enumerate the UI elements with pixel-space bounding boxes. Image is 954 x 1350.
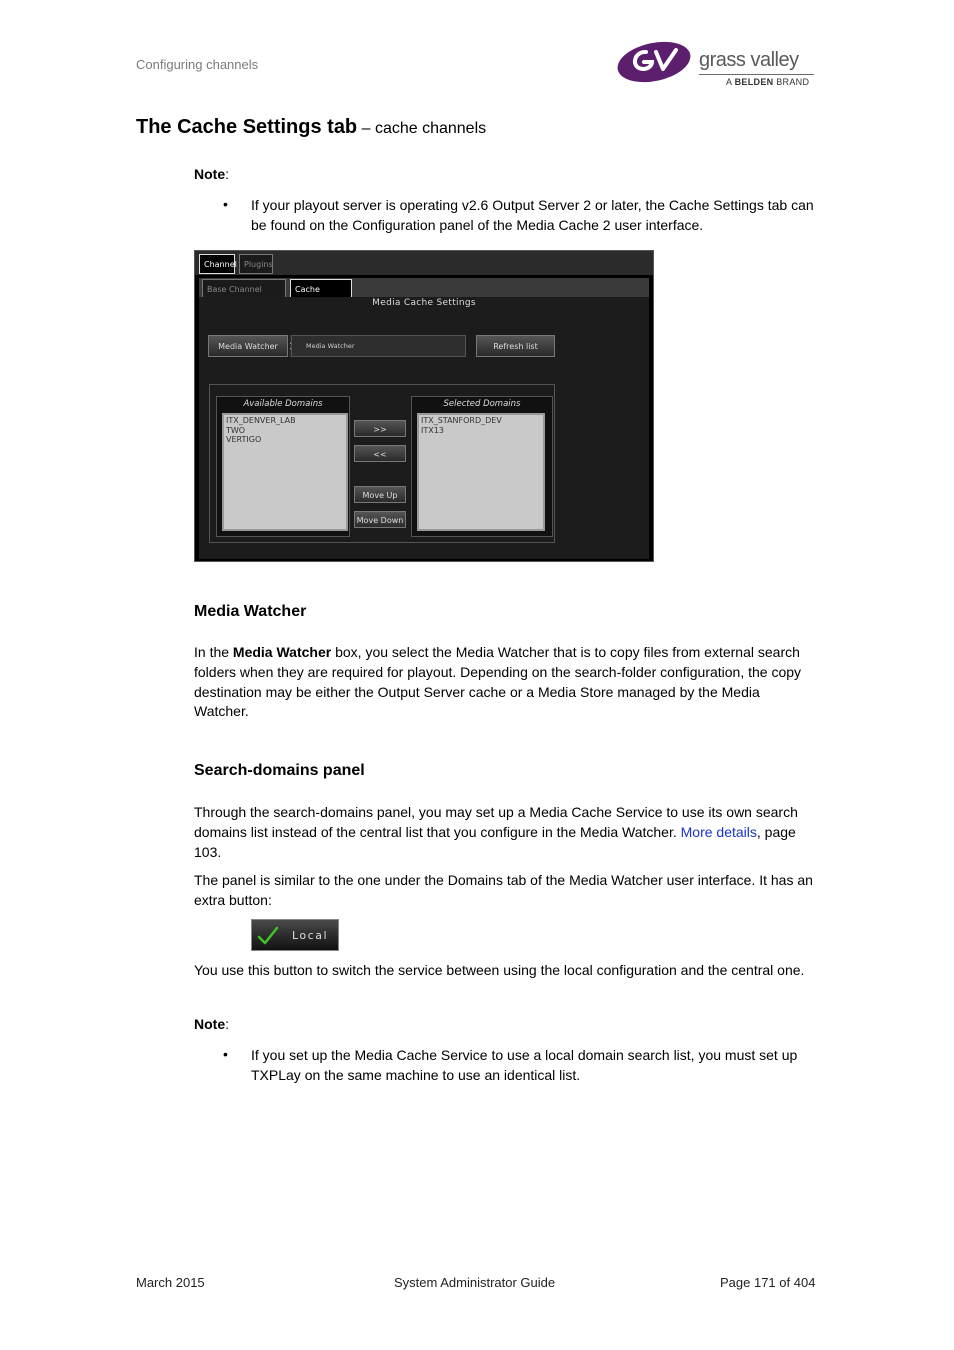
available-domains-box: [216, 396, 350, 537]
note-label-2: Note:: [194, 1016, 230, 1032]
list-item[interactable]: ITX_STANFORD_DEV: [421, 416, 502, 425]
search-domains-frame: [209, 384, 555, 543]
selected-domains-list[interactable]: [417, 413, 545, 531]
grass-valley-logo: [616, 38, 816, 88]
available-domains-title: Available Domains: [243, 399, 323, 409]
list-item[interactable]: VERTIGO: [226, 435, 262, 444]
footer-date: March 2015: [136, 1275, 205, 1290]
search-domains-heading: Search-domains panel: [194, 762, 365, 779]
bullet-marker: •: [223, 1046, 228, 1062]
page-title: The Cache Settings tab – cache channels: [136, 116, 487, 138]
selected-domains-box: [411, 396, 553, 537]
selected-domains-title: Selected Domains: [443, 399, 521, 409]
logo-wordmark: grass valley: [699, 49, 799, 71]
media-watcher-heading: Media Watcher: [194, 603, 307, 620]
media-watcher-select[interactable]: Media Watcher: [291, 335, 466, 357]
cache-settings-screenshot: [194, 250, 654, 562]
search-domains-paragraph-3: You use this button to switch the service between using the local configuration and the central one.: [194, 962, 805, 978]
list-item[interactable]: ITX_DENVER_LAB: [226, 416, 296, 425]
footer-doc-title: System Administrator Guide: [394, 1275, 556, 1290]
more-details-link[interactable]: More details: [680, 823, 757, 840]
refresh-list-button[interactable]: Refresh list: [476, 335, 555, 357]
media-watcher-button[interactable]: Media Watcher: [208, 335, 288, 357]
local-button-label: Local: [292, 929, 329, 942]
remove-domain-button[interactable]: <<: [354, 445, 406, 462]
search-domains-paragraph-1: Through the search-domains panel, you may set up a Media Cache Service to use its own search domains list instead of the central list that you configure in the Media Watcher. More details, page 103.: [194, 804, 798, 860]
panel-title: Media Cache Settings: [372, 298, 476, 308]
add-domain-button[interactable]: >>: [354, 420, 406, 437]
tab-base-channel-config[interactable]: Base Channel: [202, 279, 286, 299]
bullet-marker: •: [223, 196, 228, 212]
note-bullet-text: If your playout server is operating v2.6 Output Server 2 or later, the Cache Settings tab can be found on the Configuration panel of the Media Cache 2 user interface.: [251, 197, 814, 233]
footer-page-number: Page 171 of 404: [720, 1275, 816, 1290]
logo-rule: [699, 74, 814, 75]
note-bullet-text-2: If you set up the Media Cache Service to use a local domain search list, you must set up TXPLay on the same machine to use an identical list.: [251, 1047, 798, 1083]
cache-settings-panel: [199, 297, 649, 559]
available-domains-list[interactable]: [222, 413, 348, 531]
move-down-button[interactable]: Move Down: [354, 511, 406, 528]
search-domains-paragraph-2: The panel is similar to the one under the Domains tab of the Media Watcher user interface. It has an extra button:: [194, 872, 813, 908]
tab-channel[interactable]: Channel: [199, 254, 235, 274]
list-item[interactable]: ITX13: [421, 425, 444, 435]
running-header: Configuring channels: [136, 57, 259, 72]
gv-logo-icon: [616, 38, 698, 84]
logo-tagline: A BELDEN BRAND: [726, 77, 810, 87]
move-up-button[interactable]: Move Up: [354, 486, 406, 503]
local-button[interactable]: [251, 919, 339, 951]
tab-plugins[interactable]: Plugins: [239, 254, 273, 274]
list-item[interactable]: TWO: [226, 425, 246, 435]
checkmark-icon: [256, 925, 280, 947]
tab-cache-settings[interactable]: Cache: [290, 279, 352, 299]
media-watcher-paragraph: In the Media Watcher box, you select the Media Watcher that is to copy files from external search folders when they are required for playout. Depending on the search-folder configuration, the copy destination may be either the Output Server cache or a Media Store managed by the Media Watcher.: [194, 644, 802, 720]
note-label: Note:: [194, 166, 230, 182]
